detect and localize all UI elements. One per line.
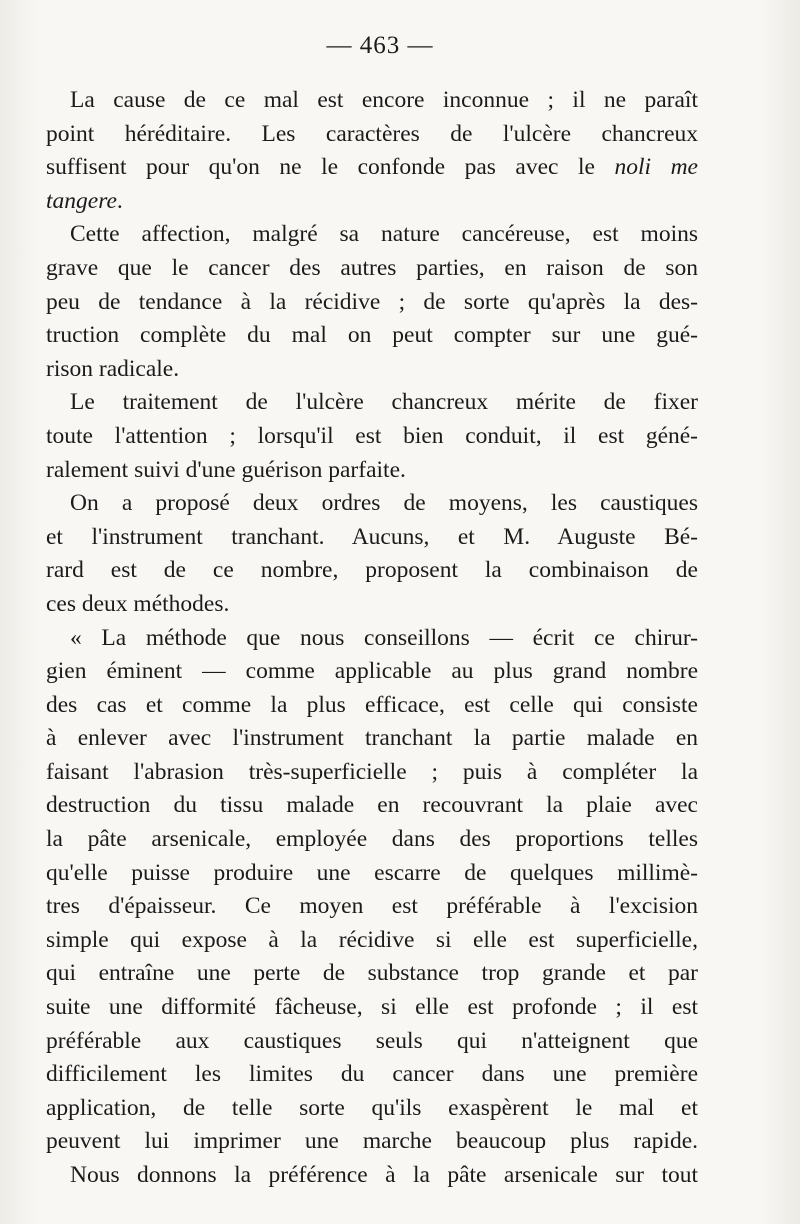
body-text xyxy=(46,84,698,1193)
trailing-punctuation: . xyxy=(116,187,123,214)
text-line-content: préférable aux caustiques seuls qui n'atteignent que xyxy=(46,1027,698,1054)
text-line-content: Le traitement de l'ulcère chancreux mérite de fixer xyxy=(70,389,698,416)
text-line xyxy=(46,353,698,387)
text-line xyxy=(46,252,698,286)
text-line-content: la pâte arsenicale, employée dans des proportions telles xyxy=(46,826,698,853)
text-line-content: rison radicale. xyxy=(46,355,180,382)
text-line-content: application, de telle sorte qu'ils exaspèrent le mal et xyxy=(46,1094,698,1121)
text-line xyxy=(46,991,698,1025)
text-line xyxy=(46,319,698,353)
text-line xyxy=(46,521,698,555)
text-line xyxy=(46,924,698,958)
text-line xyxy=(46,554,698,588)
text-line-content: ces deux méthodes. xyxy=(46,590,230,617)
text-line xyxy=(46,756,698,790)
text-line-content: qu'elle puisse produire une escarre de quelques millimè- xyxy=(46,859,698,886)
text-line-content: gien éminent — comme applicable au plus grand nombre xyxy=(46,658,698,685)
text-line-content: Nous donnons la préférence à la pâte arsenicale sur tout xyxy=(70,1162,698,1188)
text-line xyxy=(46,386,698,420)
text-line xyxy=(46,957,698,991)
text-line xyxy=(46,823,698,857)
text-line xyxy=(46,722,698,756)
text-line xyxy=(46,286,698,320)
text-line xyxy=(46,1025,698,1059)
text-line-content: faisant l'abrasion très-superficielle ; puis à compléter la xyxy=(46,758,698,785)
text-line-content: « La méthode que nous conseillons — écrit ce chirur- xyxy=(70,624,698,651)
text-line xyxy=(46,890,698,924)
text-line-content: ralement suivi d'une guérison parfaite. xyxy=(46,456,406,483)
page-number: — 463 — xyxy=(326,32,434,59)
text-line-content: peu de tendance à la récidive ; de sorte qu'après la des- xyxy=(46,288,698,315)
text-line-content: tres d'épaisseur. Ce moyen est préférable à l'excision xyxy=(46,893,698,920)
text-line xyxy=(46,420,698,454)
text-line-content: et l'instrument tranchant. Aucuns, et M. Auguste Bé- xyxy=(46,523,698,550)
text-line xyxy=(46,857,698,891)
text-line-content: On a proposé deux ordres de moyens, les caustiques xyxy=(70,490,698,517)
text-line xyxy=(46,1058,698,1092)
text-line xyxy=(46,487,698,521)
italic-phrase: noli me xyxy=(614,154,698,181)
text-line-content: La cause de ce mal est encore inconnue ; il ne paraît xyxy=(70,87,698,113)
text-line xyxy=(46,789,698,823)
text-line xyxy=(46,84,698,118)
text-line-content: simple qui expose à la récidive si elle est superficielle, xyxy=(46,926,698,953)
text-line xyxy=(46,1092,698,1126)
text-line-content: point héréditaire. Les caractères de l'ulcère chancreux xyxy=(46,120,698,147)
text-line xyxy=(46,218,698,252)
text-line xyxy=(46,622,698,656)
text-line-content: des cas et comme la plus efficace, est celle qui consiste xyxy=(46,691,698,718)
text-line xyxy=(46,151,698,185)
italic-phrase: tangere xyxy=(46,187,117,214)
text-line xyxy=(46,1159,698,1193)
text-line xyxy=(46,689,698,723)
text-line-content: Cette affection, malgré sa nature cancéreuse, est moins xyxy=(70,221,698,248)
text-line-content: destruction du tissu malade en recouvrant la plaie avec xyxy=(46,792,698,819)
text-line-content: rard est de ce nombre, proposent la combinaison de xyxy=(46,557,698,584)
text-line-content: à enlever avec l'instrument tranchant la partie malade en xyxy=(46,725,698,752)
text-line-content: suffisent pour qu'on ne le confonde pas avec le xyxy=(46,154,595,181)
text-line-content: truction complète du mal on peut compter sur une gué- xyxy=(46,322,698,349)
text-line-content: qui entraîne une perte de substance trop grande et par xyxy=(46,960,698,987)
text-line-content: peuvent lui imprimer une marche beaucoup plus rapide. xyxy=(46,1128,698,1155)
text-line-content: grave que le cancer des autres parties, en raison de son xyxy=(46,254,698,281)
text-line xyxy=(46,655,698,689)
text-line xyxy=(46,1125,698,1159)
text-line-content: toute l'attention ; lorsqu'il est bien conduit, il est géné- xyxy=(46,422,698,449)
text-line xyxy=(46,118,698,152)
text-line xyxy=(46,185,698,219)
text-line xyxy=(46,588,698,622)
text-line-content: suite une difformité fâcheuse, si elle est profonde ; il est xyxy=(46,994,698,1021)
text-line xyxy=(46,454,698,488)
text-line-content: difficilement les limites du cancer dans une première xyxy=(46,1061,698,1088)
